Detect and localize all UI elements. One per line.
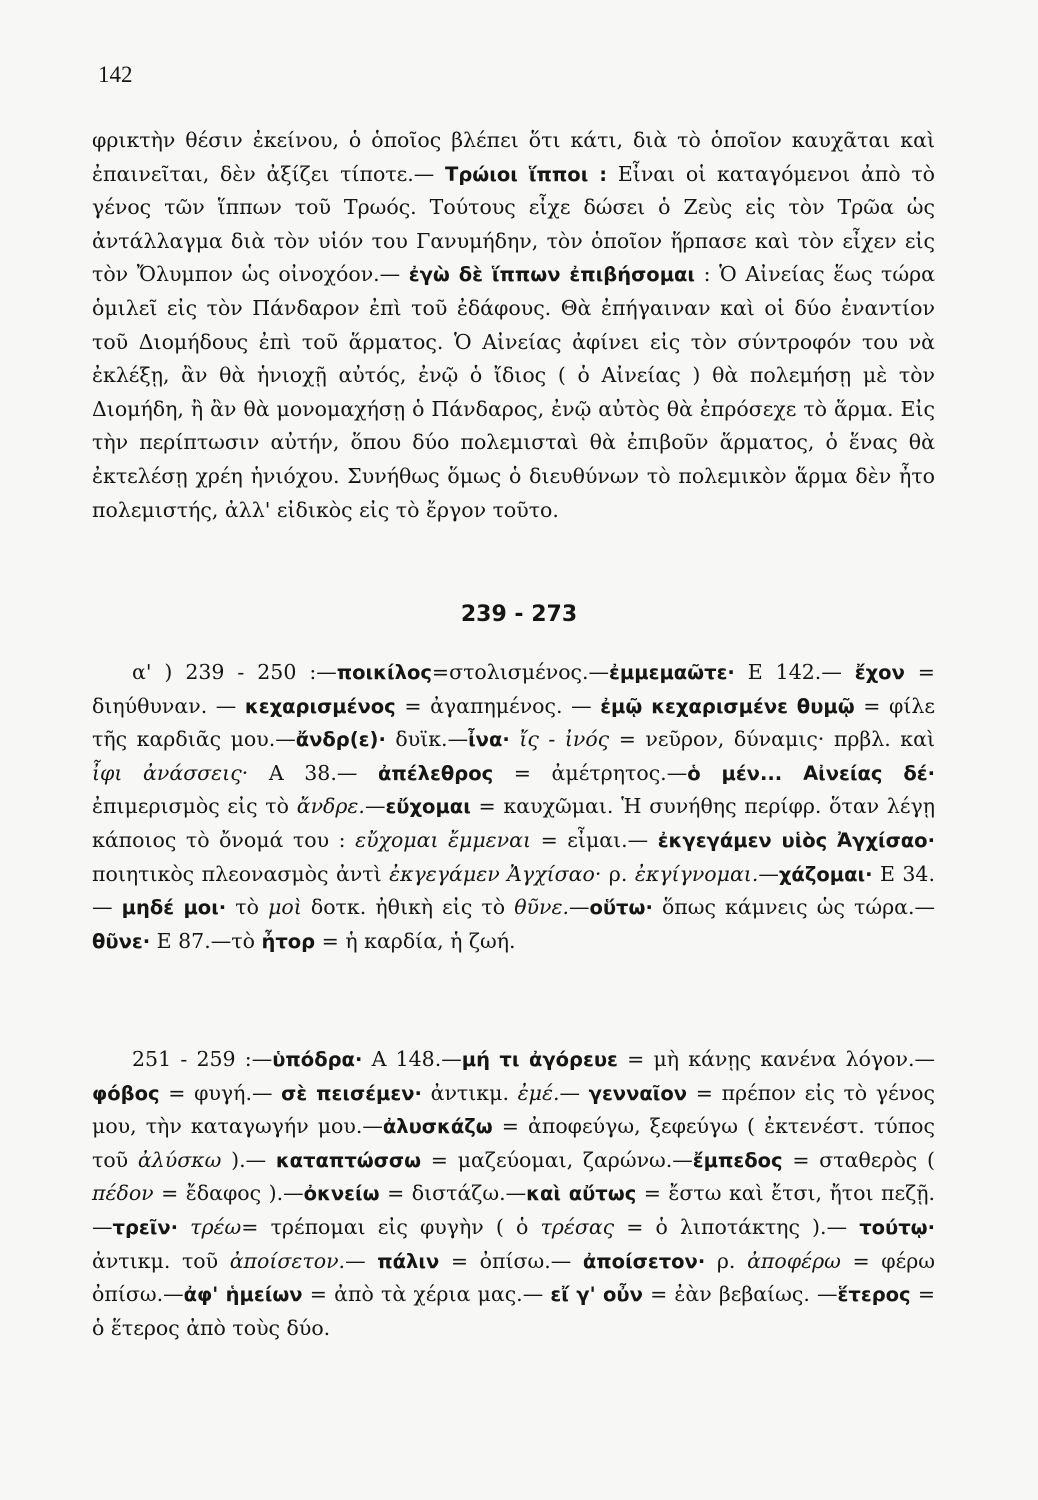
cited-form: ἶφι ἀνάσσεις· (92, 760, 249, 785)
gloss-text (510, 727, 520, 751)
gloss-text: α' ) 239 - 250 :— (132, 660, 337, 684)
gloss-text: = ὁ λιποτάκτης ).— (614, 1214, 860, 1239)
gloss-text: τὸ (226, 895, 269, 920)
lemma-term: ὀκνείω (303, 1182, 380, 1206)
gloss-text: ρ. (705, 1248, 748, 1273)
gloss-text: = ἀμέτρητος.— (493, 760, 688, 785)
cited-form: ἄνδρε. (296, 794, 365, 819)
gloss-text: Ε 34. — (92, 861, 935, 920)
cited-form: θῦνε. (514, 895, 569, 920)
lemma-term: ἐμμεμαῶτε· (609, 661, 735, 684)
gloss-text: = εἶμαι.— (531, 827, 658, 852)
gloss-text: = καυχῶμαι. Ἡ συνήθης περίφρ. ὅταν λέγῃ κάποιος τὸ ὄνομά του : (92, 794, 936, 852)
lemma-term: ὑπόδρα· (272, 1048, 363, 1071)
gloss-text: φρικτὴν θέσιν ἐκείνου, ὁ ὁποῖος βλέπει ὅτι κάτι, διὰ τὸ ὁποῖον καυχᾶται καὶ ἐπαινεῖται, δὲν ἀξίζει τίποτε.— (92, 128, 935, 186)
cited-form: ἀποίσετον. (229, 1248, 346, 1273)
lemma-term: ἀλυσκάζω (382, 1115, 493, 1139)
commentary-paragraph-1 (92, 124, 935, 527)
gloss-text: δυϊκ.— (385, 727, 469, 752)
cited-form: ἐκγίγνομαι. (634, 861, 759, 886)
lemma-term: ποικίλος (336, 661, 432, 684)
gloss-text: = τρέπομαι εἰς φυγὴν ( ὁ (241, 1214, 541, 1239)
gloss-text: ἀντικμ. τοῦ (92, 1248, 230, 1273)
gloss-text: =στολισμένος.— (431, 660, 610, 684)
gloss-text: 251 - 259 :— (132, 1047, 273, 1071)
lemma-term: καὶ αὔτως (526, 1182, 637, 1206)
cited-form: τρέσας (540, 1214, 615, 1239)
gloss-text (178, 1215, 190, 1239)
gloss-text: = ἀγαπημένος. — (395, 693, 601, 718)
lemma-term: μηδέ μοι· (121, 896, 227, 920)
gloss-text: = διηύθυναν. — (92, 660, 935, 718)
cited-form: μοὶ (268, 895, 302, 920)
cited-form: πέδον (92, 1181, 154, 1206)
lemma-term: ἶνα· (468, 728, 510, 752)
gloss-text: — (364, 794, 386, 819)
gloss-text: : Ὁ Αἰνείας ἕως τώρα ὁμιλεῖ εἰς τὸν Πάνδαρον ἐπὶ τοῦ ἐδάφους. Θὰ ἐπήγαιναν καὶ οἱ δύο ἐναντίον τοῦ Διομήδους ἐπὶ τοῦ ἅρματος. Ὁ Αἰνείας ἀφίνει εἰς τὸν σύντροφόν του νὰ ἐκλέξῃ, ἂν θὰ ἡνιοχῇ αὐτός, ἐνῷ ὁ ἴδιος ( ὁ Αἰνείας ) θὰ πολεμήσῃ μὲ τὸν Διομήδη, ἢ ἂν θὰ μονομαχήσῃ ὁ Πάνδαρος, ἐνῷ αὐτὸς θὰ ἐπρόσεχε τὸ ἅρμα. Εἰς τὴν περίπτωσιν αὐτήν, ὅπου δύο πολεμισταὶ θὰ ἐπιβοῦν ἅρματος, ὁ ἕνας θὰ ἐκτελέσῃ χρέη ἡνιόχου. Συνήθως ὅμως ὁ διευθύνων τὸ πολεμικὸν ἅρμα δὲν ἦτο πολεμιστής, ἀλλ' εἰδικὸς εἰς τὸ ἔργον τοῦτο. (92, 262, 935, 522)
gloss-text: = ἀποφεύγω, ξεφεύγω ( ἐκτενέστ. τύπος τοῦ (92, 1114, 935, 1172)
lemma-term: ἐγὼ δὲ ἵππων ἐπιβήσομαι (408, 263, 696, 287)
lemma-term: οὕτω· (589, 896, 653, 920)
gloss-text: — (559, 1080, 589, 1105)
cited-form: εὔχομαι ἔμμεναι (355, 827, 532, 852)
commentary-paragraph-3 (92, 1043, 935, 1345)
lemma-term: ἄνδρ(ε)· (295, 728, 386, 752)
gloss-text: = φυγή.— (159, 1080, 282, 1105)
lemma-term: ἀποίσετον· (582, 1249, 706, 1273)
gloss-text: = ἐὰν βεβαίως. — (642, 1282, 838, 1307)
lemma-term: μή τι ἀγόρευε (461, 1048, 618, 1071)
gloss-text: = διστάζω.— (379, 1181, 527, 1206)
lemma-term: τούτῳ· (859, 1215, 935, 1239)
lemma-term: Τρώιοι ἵπποι : (445, 162, 608, 186)
lemma-term: ἔμπεδος (692, 1148, 783, 1172)
cited-form: ἀποφέρω (747, 1248, 841, 1273)
gloss-text: = νεῦρον, δύναμις· πρβλ. καὶ (609, 727, 935, 752)
lemma-term: καταπτώσσω (275, 1148, 422, 1172)
gloss-text: δοτκ. ἠθικὴ εἰς τὸ (301, 895, 515, 920)
gloss-text: = πρέπον εἰς τὸ γένος μου, τὴν καταγωγήν μου.— (92, 1080, 935, 1139)
gloss-text: Εἶναι οἱ καταγόμενοι ἀπὸ τὸ γένος τῶν ἵππων τοῦ Τρωός. Τούτους εἶχε δώσει ὁ Ζεὺς εἰς τὸν Τρῶα ὡς ἀντάλλαγμα διὰ τὸν υἱόν του Γανυμήδην, τὸν ὁποῖον ἥρπασε καὶ τὸν εἶχεν εἰς τὸν Ὄλυμπον ὡς οἰνοχόον.— (92, 161, 936, 287)
lemma-term: θῦνε· (92, 929, 151, 953)
lemma-term: ἦτορ (261, 929, 316, 953)
gloss-text: = ὀπίσω.— (439, 1248, 583, 1273)
gloss-text: = μὴ κάνῃς κανένα λόγον.— (617, 1047, 935, 1071)
lemma-term: ἐμῷ κεχαρισμένε θυμῷ (600, 694, 855, 718)
gloss-text: = ἀπὸ τὰ χέρια μας.— (302, 1282, 551, 1307)
gloss-text: ἀντικμ. (421, 1080, 518, 1105)
cited-form: ἴς - ἰνός (519, 727, 610, 752)
gloss-text: ρ. (601, 861, 635, 886)
gloss-text: = μαζεύομαι, ζαρώνω.— (421, 1147, 693, 1172)
gloss-text: = σταθερὸς ( (782, 1147, 936, 1172)
gloss-text: = ἔδαφος ).— (153, 1181, 304, 1206)
gloss-text: Ε 87.—τὸ (150, 928, 262, 953)
gloss-text: ποιητικὸς πλεονασμὸς ἀντὶ (92, 861, 390, 886)
lemma-term: τρεῖν· (112, 1215, 179, 1239)
gloss-text: = ἔστω καὶ ἔτσι, ἤτοι πεζῇ.— (92, 1181, 935, 1239)
lemma-term: πάλιν (377, 1249, 440, 1273)
lemma-term: χάζομαι· (778, 862, 873, 886)
lemma-term: φόβος (92, 1081, 160, 1105)
cited-form: ἐμέ. (517, 1080, 560, 1105)
section-heading: 239 - 273 (460, 602, 578, 627)
lemma-term: εὔχομαι (385, 795, 471, 819)
lemma-term: ἐκγεγάμεν υἱὸς Ἀγχίσαο· (657, 828, 935, 852)
gloss-text: ἐπιμερισμὸς εἰς τὸ (92, 794, 297, 819)
gloss-text: = ὁ ἕτερος ἀπὸ τοὺς δύο. (92, 1282, 935, 1340)
lemma-term: ἀπέλεθρος (377, 761, 494, 785)
page-number: 142 (98, 62, 133, 87)
lemma-term: εἴ γ' οὖν (550, 1283, 643, 1307)
lemma-term: γενναῖον (588, 1081, 688, 1105)
gloss-text: Ε 142.— (734, 660, 855, 684)
gloss-text: — (758, 861, 779, 886)
lemma-term: ἕτερος (837, 1283, 911, 1307)
lemma-term: κεχαρισμένος (244, 694, 396, 718)
gloss-text: ὅπως κάμνεις ὡς τώρα.— (652, 895, 935, 920)
gloss-text: Α 38.— (248, 760, 378, 785)
gloss-text: = φίλε τῆς καρδιᾶς μου.— (92, 693, 936, 752)
commentary-paragraph-2 (92, 656, 935, 958)
cited-form: τρέω (190, 1214, 242, 1239)
gloss-text: ).— (221, 1147, 276, 1172)
lemma-term: ἔχον (854, 661, 905, 684)
lemma-term: σὲ πεισέμεν· (281, 1081, 422, 1105)
cited-form: ἐκγεγάμεν Ἀγχίσαο· (389, 861, 602, 886)
lemma-term: ὁ μέν... Αἰνείας δέ· (687, 761, 935, 785)
lemma-term: ἀφ' ἡμείων (183, 1283, 303, 1307)
gloss-text: = φέρω ὀπίσω.— (92, 1248, 936, 1307)
gloss-text: Α 148.— (362, 1047, 462, 1071)
cited-form: ἀλύσκω (137, 1147, 222, 1172)
gloss-text: — (345, 1248, 378, 1273)
gloss-text: — (568, 895, 590, 920)
gloss-text: = ἡ καρδία, ἡ ζωή. (315, 928, 516, 953)
